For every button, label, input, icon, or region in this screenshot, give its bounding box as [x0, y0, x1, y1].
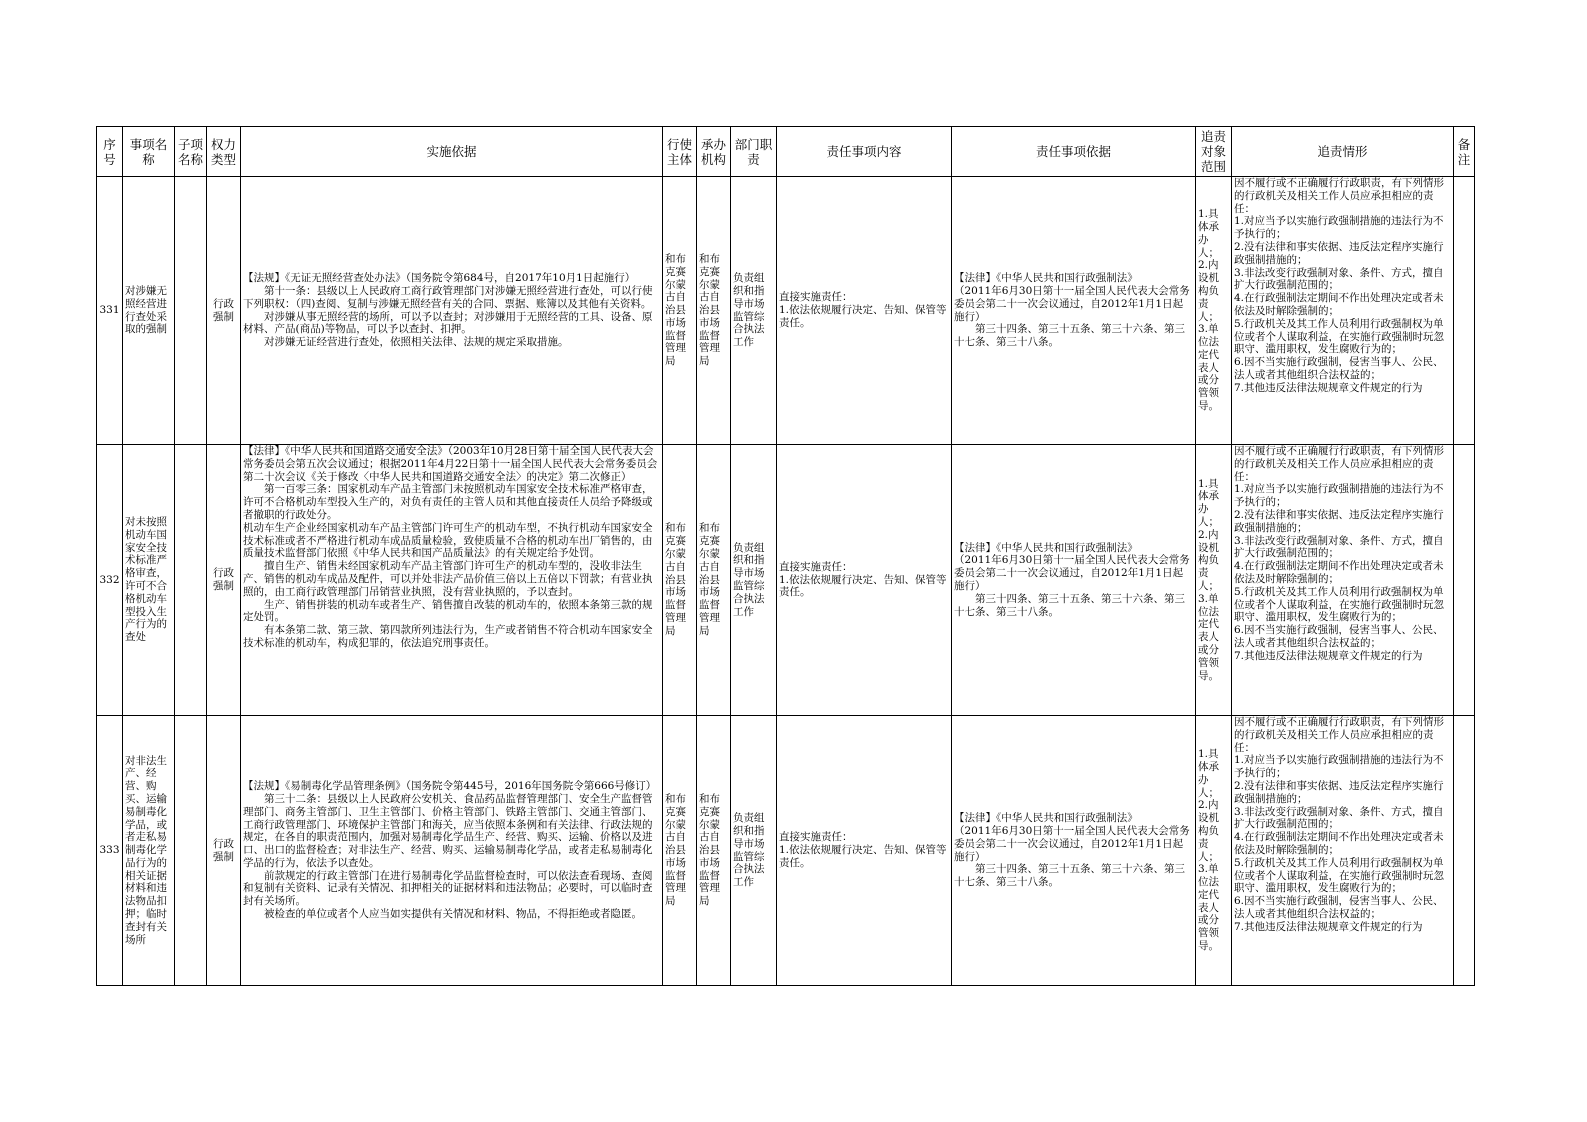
- row-dept-duty: 负责组织和指导市场监管综合执法工作: [731, 177, 777, 445]
- row-subject: 和布克赛尔蒙古自治县市场监督管理局: [663, 716, 697, 986]
- basis-paragraph: 擅自生产、销售未经国家机动车产品主管部门许可生产的机动车型的，没收非法生产、销售的机动车成品及配件，可以并处非法产品价值三倍以上五倍以下罚款；有营业执照的，由工商行政管理部门吊销营业执照，没有营业执照的，予以查封。: [243, 560, 653, 598]
- row-remark: [1454, 445, 1475, 716]
- account-case-line: 6.因不当实施行政强制，侵害当事人、公民、法人或者其他组织合法权益的；: [1234, 356, 1444, 381]
- account-case-line: 2.没有法律和事实依据、违反法定程序实施行政强制措施的；: [1234, 240, 1444, 266]
- row-dept-duty: 负责组织和指导市场监管综合执法工作: [731, 445, 777, 716]
- power-list-table: [96, 126, 1475, 986]
- account-case-line: 1.对应当予以实施行政强制措施的违法行为不予执行的；: [1234, 754, 1444, 780]
- account-case-line: 5.行政机关及其工作人员利用行政强制权为单位或者个人谋取利益，在实施行政强制时玩忽职守、滥用职权，发生腐败行为的；: [1234, 585, 1444, 624]
- row-seq: 332: [97, 445, 123, 716]
- row-resp-basis: [952, 445, 1196, 716]
- account-case-line: 5.行政机关及其工作人员利用行政强制权为单位或者个人谋取利益，在实施行政强制时玩忽职守、滥用职权，发生腐败行为的；: [1234, 317, 1444, 356]
- row-basis: [241, 716, 663, 986]
- row-power-type: 行政强制: [207, 445, 241, 716]
- row-account-case: [1232, 716, 1454, 986]
- basis-paragraph: 前款规定的行政主管部门在进行易制毒化学品监督检查时，可以依法查看现场、查阅和复制有关资料、记录有关情况、扣押相关的证据材料和违法物品；必要时，可以临时查封有关场所。: [243, 869, 653, 908]
- row-basis: [241, 445, 663, 716]
- account-case-line: 7.其他违反法律法规规章文件规定的行为: [1234, 381, 1423, 394]
- header-account-scope: 追责对象范围: [1196, 127, 1232, 177]
- row-account-scope: 1.具体承办人；2.内设机构负责人；3.单位法定代表人或分管领导。: [1196, 177, 1232, 445]
- header-remark: 备注: [1454, 127, 1475, 177]
- basis-paragraph: 对涉嫌无证经营进行查处，依照相关法律、法规的规定采取措施。: [264, 336, 569, 349]
- row-seq: 333: [97, 716, 123, 986]
- resp-basis-law: 【法律】《中华人民共和国行政强制法》: [954, 272, 1138, 285]
- resp-basis-law: 【法律】《中华人民共和国行政强制法》: [954, 812, 1138, 825]
- row-sub-item: [175, 177, 207, 445]
- basis-paragraph: 【法规】《易制毒化学品管理条例》（国务院令第445号，2016年国务院令第666号修订）: [243, 780, 657, 793]
- row-account-scope: 1.具体承办人；2.内设机构负责人；3.单位法定代表人或分管领导。: [1196, 716, 1232, 986]
- account-case-line: 1.对应当予以实施行政强制措施的违法行为不予执行的；: [1234, 483, 1444, 509]
- account-case-line: 1.对应当予以实施行政强制措施的违法行为不予执行的；: [1234, 215, 1444, 241]
- basis-paragraph: 对涉嫌从事无照经营的场所，可以予以查封；对涉嫌用于无照经营的工具、设备、原材料、产品(商品)等物品，可以予以查封、扣押。: [243, 310, 653, 336]
- account-case-line: 4.在行政强制法定期间不作出处理决定或者未依法及时解除强制的；: [1234, 831, 1444, 856]
- row-resp-content: [777, 445, 952, 716]
- row-agency: 和布克赛尔蒙古自治县市场监督管理局: [697, 716, 731, 986]
- row-resp-basis: [952, 177, 1196, 445]
- account-case-line: 4.在行政强制法定期间不作出处理决定或者未依法及时解除强制的；: [1234, 292, 1444, 317]
- resp-content-line: 1.依法依规履行决定、告知、保管等责任。: [779, 844, 947, 869]
- account-case-line: 2.没有法律和事实依据、违反法定程序实施行政强制措施的；: [1234, 779, 1444, 805]
- account-case-line: 7.其他违反法律法规规章文件规定的行为: [1234, 649, 1423, 662]
- row-account-case: [1232, 177, 1454, 445]
- basis-paragraph: 【法规】《无证无照经营查处办法》（国务院令第684号，自2017年10月1日起施行）: [243, 272, 636, 285]
- resp-content-line: 1.依法依规履行决定、告知、保管等责任。: [779, 573, 947, 599]
- row-account-case: [1232, 445, 1454, 716]
- row-agency: 和布克赛尔蒙古自治县市场监督管理局: [697, 445, 731, 716]
- account-case-line: 7.其他违反法律法规规章文件规定的行为: [1234, 920, 1423, 933]
- basis-paragraph: 第一百零三条：国家机动车产品主管部门未按照机动车国家安全技术标准严格审查，许可不合格机动车型投入生产的，对负有责任的主管人员和其他直接责任人员给予降级或者撤职的行政处分。: [243, 483, 653, 521]
- header-basis: 实施依据: [241, 127, 663, 177]
- header-agency: 承办机构: [697, 127, 731, 177]
- row-item-name: 对未按照机动车国家安全技术标准严格审查，许可不合格机动车型投入生产行为的查处: [123, 445, 175, 716]
- row-subject: 和布克赛尔蒙古自治县市场监督管理局: [663, 445, 697, 716]
- resp-content-line: 直接实施责任：: [779, 291, 853, 304]
- header-item-name: 事项名称: [123, 127, 175, 177]
- account-case-line: 因不履行或不正确履行行政职责，有下列情形的行政机关及相关工作人员应承担相应的责任：: [1234, 177, 1444, 215]
- header-resp-content: 责任事项内容: [777, 127, 952, 177]
- basis-paragraph: 第三十二条：县级以上人民政府公安机关、食品药品监督管理部门、安全生产监督管理部门、商务主管部门、卫生主管部门、价格主管部门、铁路主管部门、交通主管部门、工商行政管理部门、环境保护主管部门和海关，应当依照本条例和有关法律、行政法规的规定，在各自的职责范围内，加强对易制毒化学品生产、经营、购买、运输、价格以及进口、出口的监督检查；对非法生产、经营、购买、运输易制毒化学品，或者走私易制毒化学品的行为，依法予以查处。: [243, 792, 653, 869]
- basis-paragraph: 被检查的单位或者个人应当如实提供有关情况和材料、物品，不得拒绝或者隐匿。: [264, 908, 642, 921]
- row-basis: [241, 177, 663, 445]
- row-dept-duty: 负责组织和指导市场监管综合执法工作: [731, 716, 777, 986]
- basis-paragraph: 机动车生产企业经国家机动车产品主管部门许可生产的机动车型，不执行机动车国家安全技术标准或者不严格进行机动车成品质量检验，致使质量不合格的机动车出厂销售的，由质量技术监督部门依照《中华人民共和国产品质量法》的有关规定给予处罚。: [243, 521, 653, 560]
- resp-basis-articles: 第三十四条、第三十五条、第三十六条、第三十七条、第三十八条。: [954, 323, 1185, 349]
- header-seq: 序号: [97, 127, 123, 177]
- row-sub-item: [175, 445, 207, 716]
- row-seq: 331: [97, 177, 123, 445]
- row-resp-content: [777, 716, 952, 986]
- account-case-line: 3.非法改变行政强制对象、条件、方式，擅自扩大行政强制范围的；: [1234, 534, 1444, 560]
- resp-content-line: 1.依法依规履行决定、告知、保管等责任。: [779, 304, 947, 329]
- row-account-scope: 1.具体承办人；2.内设机构负责人；3.单位法定代表人或分管领导。: [1196, 445, 1232, 716]
- account-case-line: 6.因不当实施行政强制，侵害当事人、公民、法人或者其他组织合法权益的；: [1234, 895, 1444, 920]
- row-resp-basis: [952, 716, 1196, 986]
- table-row: [97, 445, 1475, 716]
- header-sub-item: 子项名称: [175, 127, 207, 177]
- resp-basis-articles: 第三十四条、第三十五条、第三十六条、第三十七条、第三十八条。: [954, 592, 1185, 618]
- account-case-line: 5.行政机关及其工作人员利用行政强制权为单位或者个人谋取利益，在实施行政强制时玩忽职守、滥用职权，发生腐败行为的；: [1234, 856, 1444, 895]
- basis-paragraph: 第十一条：县级以上人民政府工商行政管理部门对涉嫌无照经营进行查处，可以行使下列职权：（四)查阅、复制与涉嫌无照经营有关的合同、票据、账簿以及其他有关资料。: [243, 284, 653, 310]
- header-subject: 行使主体: [663, 127, 697, 177]
- resp-content-line: 直接实施责任：: [779, 560, 853, 573]
- basis-paragraph: 生产、销售拼装的机动车或者生产、销售擅自改装的机动车的，依照本条第三款的规定处罚。: [243, 598, 653, 624]
- account-case-line: 因不履行或不正确履行行政职责，有下列情形的行政机关及相关工作人员应承担相应的责任：: [1234, 716, 1444, 754]
- header-power-type: 权力类型: [207, 127, 241, 177]
- account-case-line: 3.非法改变行政强制对象、条件、方式，擅自扩大行政强制范围的；: [1234, 266, 1444, 292]
- header-account-case: 追责情形: [1232, 127, 1454, 177]
- resp-content-line: 直接实施责任：: [779, 831, 853, 844]
- row-power-type: 行政强制: [207, 177, 241, 445]
- row-agency: 和布克赛尔蒙古自治县市场监督管理局: [697, 177, 731, 445]
- table-row: [97, 177, 1475, 445]
- resp-basis-date: （2011年6月30日第十一届全国人民代表大会常务委员会第二十一次会议通过，自2012年1月1日起施行）: [954, 284, 1190, 323]
- header-row: [97, 127, 1475, 177]
- account-case-line: 3.非法改变行政强制对象、条件、方式，擅自扩大行政强制范围的；: [1234, 805, 1444, 831]
- basis-paragraph: 【法律】《中华人民共和国道路交通安全法》（2003年10月28日第十届全国人民代表大会常务委员会第五次会议通过；根据2011年4月22日第十一届全国人民代表大会常务委员会第二十次会议《关于修改〈中华人民共和国道路交通安全法〉的决定》第二次修正）: [243, 445, 658, 483]
- table-row: [97, 716, 1475, 986]
- header-dept-duty: 部门职责: [731, 127, 777, 177]
- row-sub-item: [175, 716, 207, 986]
- row-remark: [1454, 177, 1475, 445]
- row-item-name: 对非法生产、经营、购买、运输易制毒化学品，或者走私易制毒化学品行为的相关证据材料和违法物品扣押；临时查封有关场所: [123, 716, 175, 986]
- account-case-line: 2.没有法律和事实依据、违反法定程序实施行政强制措施的；: [1234, 508, 1444, 534]
- resp-basis-date: （2011年6月30日第十一届全国人民代表大会常务委员会第二十一次会议通过，自2012年1月1日起施行）: [954, 824, 1190, 863]
- basis-paragraph: 有本条第二款、第三款、第四款所列违法行为，生产或者销售不符合机动车国家安全技术标准的机动车，构成犯罪的，依法追究刑事责任。: [243, 624, 653, 649]
- row-subject: 和布克赛尔蒙古自治县市场监督管理局: [663, 177, 697, 445]
- resp-basis-articles: 第三十四条、第三十五条、第三十六条、第三十七条、第三十八条。: [954, 863, 1185, 889]
- account-case-line: 4.在行政强制法定期间不作出处理决定或者未依法及时解除强制的；: [1234, 560, 1444, 585]
- row-resp-content: [777, 177, 952, 445]
- row-remark: [1454, 716, 1475, 986]
- row-power-type: 行政强制: [207, 716, 241, 986]
- row-item-name: 对涉嫌无照经营进行查处采取的强制: [123, 177, 175, 445]
- account-case-line: 6.因不当实施行政强制，侵害当事人、公民、法人或者其他组织合法权益的；: [1234, 624, 1444, 649]
- header-resp-basis: 责任事项依据: [952, 127, 1196, 177]
- resp-basis-law: 【法律】《中华人民共和国行政强制法》: [954, 541, 1138, 554]
- resp-basis-date: （2011年6月30日第十一届全国人民代表大会常务委员会第二十一次会议通过，自2012年1月1日起施行）: [954, 554, 1190, 592]
- account-case-line: 因不履行或不正确履行行政职责，有下列情形的行政机关及相关工作人员应承担相应的责任：: [1234, 445, 1444, 483]
